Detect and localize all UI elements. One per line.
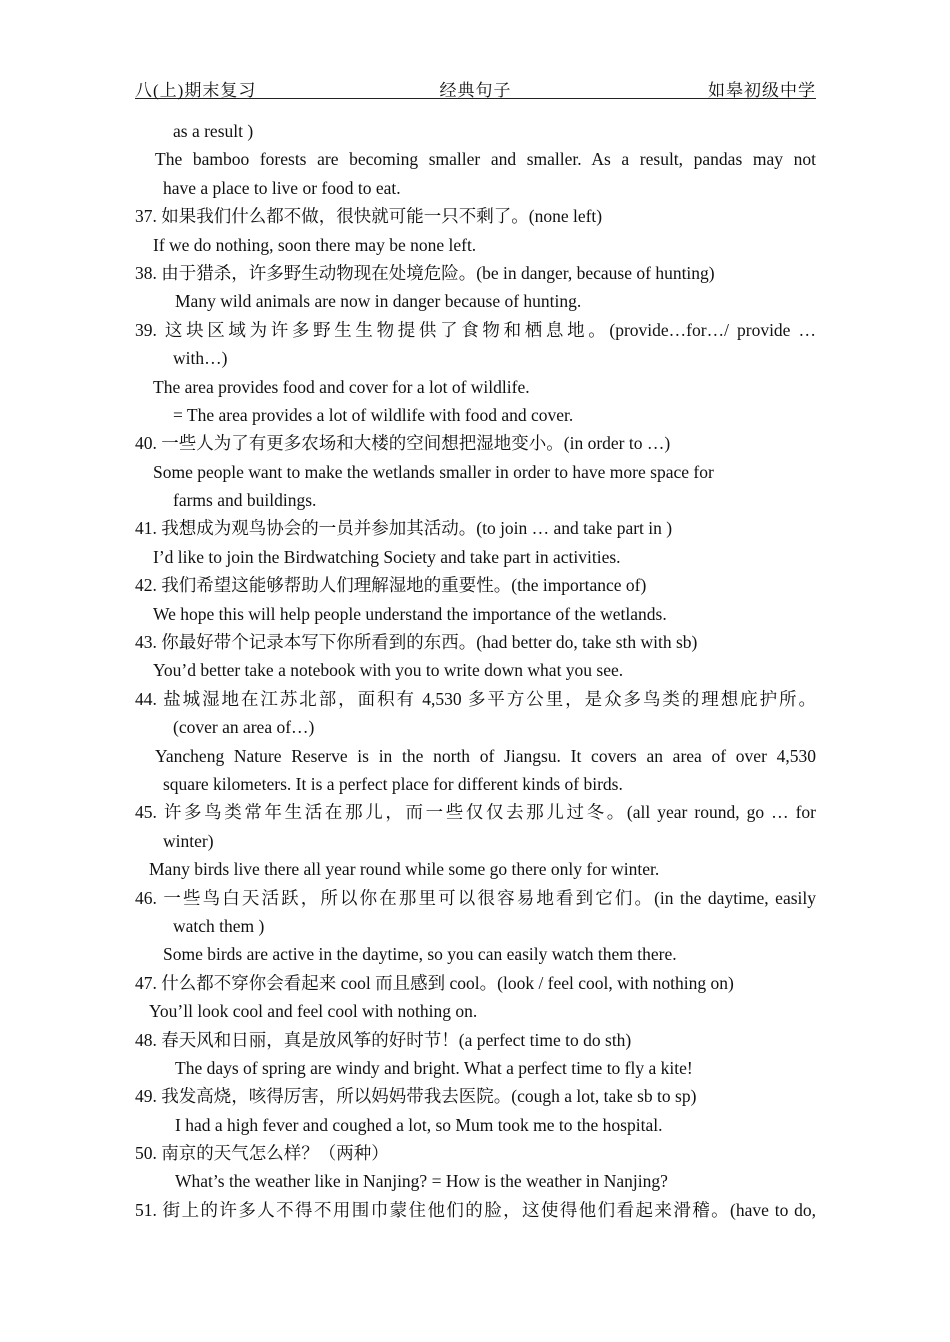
text-line: You’ll look cool and feel cool with nothing on. — [149, 1001, 478, 1022]
text-line: 44. 盐城湿地在江苏北部，面积有 4,530 多平方公里，是众多鸟类的理想庇护所。 — [135, 688, 816, 709]
header-section-title: 经典句子 — [439, 81, 512, 100]
text-line: with…) — [173, 348, 228, 369]
text-line: 40. 一些人为了有更多农场和大楼的空间想把湿地变小。(in order to …) — [135, 433, 671, 454]
text-line: If we do nothing, soon there may be none left. — [153, 234, 477, 255]
text-line: watch them ) — [173, 915, 265, 936]
document-body — [135, 117, 816, 1224]
header-course-title: 八(上)期末复习 — [135, 81, 257, 100]
text-line: The area provides food and cover for a lot of wildlife. — [153, 376, 530, 397]
text-line: 50. 南京的天气怎么样？（两种） — [135, 1143, 389, 1164]
text-line: (cover an area of…) — [173, 717, 315, 738]
text-line: 46. 一些鸟白天活跃，所以你在那里可以很容易地看到它们。(in the daytime, easily — [135, 887, 816, 908]
text-line: I had a high fever and coughed a lot, so Mum took me to the hospital. — [175, 1114, 663, 1135]
text-line: 37. 如果我们什么都不做，很快就可能一只不剩了。(none left) — [135, 206, 603, 227]
text-line: Some people want to make the wetlands smaller in order to have more space for — [153, 461, 714, 482]
text-line: We hope this will help people understand the importance of the wetlands. — [153, 603, 667, 624]
text-line: The bamboo forests are becoming smaller and smaller. As a result, pandas may not — [155, 149, 816, 170]
header-school-name: 如皋初级中学 — [708, 81, 816, 100]
text-line: 49. 我发高烧，咳得厉害，所以妈妈带我去医院。(cough a lot, take sb to sp) — [135, 1086, 697, 1107]
text-line: have a place to live or food to eat. — [163, 177, 401, 198]
text-line: 51. 街上的许多人不得不用围巾蒙住他们的脸，这使得他们看起来滑稽。(have to do, — [135, 1199, 816, 1220]
text-line: You’d better take a notebook with you to write down what you see. — [153, 660, 624, 681]
text-line: 38. 由于猎杀，许多野生动物现在处境危险。(be in danger, because of hunting) — [135, 262, 715, 283]
text-line: 47. 什么都不穿你会看起来 cool 而且感到 cool。(look / feel cool, with nothing on) — [135, 972, 734, 993]
text-line: winter) — [163, 830, 214, 851]
text-line: 45. 许多鸟类常年生活在那儿，而一些仅仅去那儿过冬。(all year round, go … for — [135, 802, 816, 823]
text-line: 42. 我们希望这能够帮助人们理解湿地的重要性。(the importance of) — [135, 575, 647, 596]
page-header — [135, 72, 816, 99]
text-line: 39. 这块区域为许多野生生物提供了食物和栖息地。(provide…for…/ provide … — [135, 319, 816, 340]
text-line: What’s the weather like in Nanjing? = How is the weather in Nanjing? — [175, 1171, 668, 1192]
text-line: Yancheng Nature Reserve is in the north of Jiangsu. It covers an area of over 4,530 — [155, 745, 816, 766]
text-line: farms and buildings. — [173, 490, 317, 511]
text-line: square kilometers. It is a perfect place for different kinds of birds. — [163, 773, 623, 794]
text-line: Many birds live there all year round while some go there only for winter. — [149, 859, 660, 880]
text-line: Many wild animals are now in danger because of hunting. — [175, 291, 582, 312]
text-line: = The area provides a lot of wildlife with food and cover. — [173, 404, 574, 425]
text-line: 48. 春天风和日丽，真是放风筝的好时节！(a perfect time to do sth) — [135, 1029, 632, 1050]
text-line: I’d like to join the Birdwatching Society and take part in activities. — [153, 546, 621, 567]
text-line: 41. 我想成为观鸟协会的一员并参加其活动。(to join … and take part in ) — [135, 518, 673, 539]
text-line: The days of spring are windy and bright. What a perfect time to fly a kite! — [175, 1057, 693, 1078]
text-line: 43. 你最好带个记录本写下你所看到的东西。(had better do, take sth with sb) — [135, 632, 698, 653]
text-line: as a result ) — [173, 121, 254, 141]
text-line: Some birds are active in the daytime, so you can easily watch them there. — [163, 944, 677, 965]
